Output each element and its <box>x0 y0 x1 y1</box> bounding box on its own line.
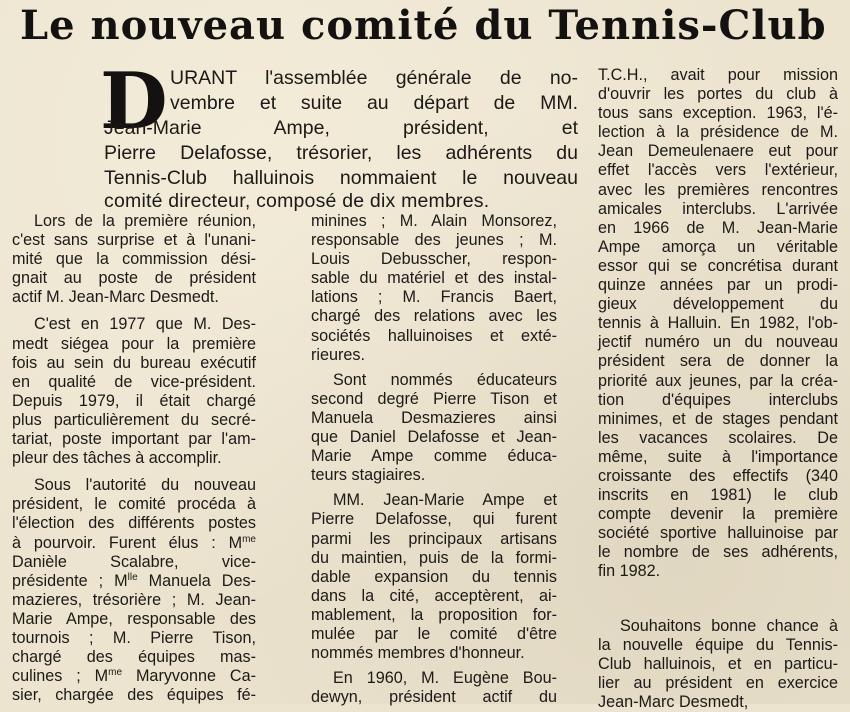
text-line: chargé des équipes mas- <box>12 648 256 667</box>
text-line: mulée par le comité d'être <box>311 624 557 643</box>
text-line: compte devenir la première <box>598 505 838 524</box>
text-line: la nouvelle équipe du Tennis- <box>598 635 838 654</box>
text-line: tennis à Halluin. En 1982, l'ob- <box>598 314 838 333</box>
text-line: Marie Ampe comme éduca- <box>311 447 557 466</box>
text-line: mazieres, trésorière ; M. Jean- <box>12 590 256 609</box>
text-line: sociétés halluinoises et exté- <box>311 326 557 345</box>
text-line: En 1960, M. Eugène Bou- <box>333 669 557 688</box>
text-line: d'ouvrir les portes du club à <box>598 85 838 104</box>
text-line: rieures. <box>311 345 365 364</box>
text-line: les vacances scolaires. De <box>598 428 838 447</box>
text-line: croissante des effectifs (340 <box>598 466 838 485</box>
text-line: minimes, et de stages pendant <box>598 409 838 428</box>
text-line: inscrits en 1981) le club <box>598 486 838 505</box>
text-line: président, le comité procéda à <box>12 495 256 514</box>
text-line: que Daniel Delafosse et Jean- <box>311 428 557 447</box>
text-line: C'est en 1977 que M. Des- <box>34 315 256 334</box>
text-line: même, suite à l'importance <box>598 447 838 466</box>
text-line: Ampe amorça un véritable <box>598 237 838 256</box>
text-line: effet l'accès vers l'extérieur, <box>598 161 838 180</box>
text-line: actif M. Jean-Marc Desmedt. <box>12 288 219 307</box>
text-line: amicales interclubs. L'arrivée <box>598 199 838 218</box>
lead-line: Jean-Marie Ampe, président, et <box>104 117 578 139</box>
text-line: sable du matériel et des instal- <box>311 269 557 288</box>
column-2 <box>311 212 557 707</box>
column-3 <box>598 66 838 712</box>
text-line: président sera de donner la <box>598 352 838 371</box>
lead-line: comité directeur, composé de dix membres. <box>104 190 490 212</box>
text-line: quinze années par un prodi- <box>598 276 838 295</box>
headline: Le nouveau comité du Tennis-Club <box>20 2 827 49</box>
text-line: mité que la commission dési- <box>12 250 256 269</box>
text-line: gieux développement du <box>598 295 838 314</box>
text-line: fin 1982. <box>598 562 661 581</box>
text-line: présidente ; $M^{lle}$ Manuela Des- <box>12 571 256 590</box>
text-line: second degré Pierre Tison et <box>311 389 557 408</box>
text-line: Souhaitons bonne chance à <box>620 616 838 635</box>
text-line: responsable des jeunes ; M. <box>311 231 557 250</box>
text-line: teurs stagiaires. <box>311 466 426 485</box>
text-line: dable expansion du tennis <box>311 567 557 586</box>
text-line: Jean-Marc Desmedt, <box>598 692 749 711</box>
text-line: lations ; M. Francis Baert, <box>311 288 557 307</box>
text-line: Lors de la première réunion, <box>34 212 256 230</box>
text-line: à pourvoir. Furent élus : $M^{me}$ <box>12 533 256 552</box>
lead-line: URANT l'assemblée générale de no- <box>170 67 578 89</box>
text-line: parmi les principaux artisans <box>311 529 557 548</box>
text-line: Pierre Delafosse, qui furent <box>311 510 557 529</box>
text-line: société sportive halluinoise par <box>598 524 838 543</box>
text-line: sier, chargée des équipes fé- <box>12 686 256 705</box>
text-line: Club halluinois, et en particu- <box>598 654 838 673</box>
column-1 <box>12 212 256 705</box>
text-line: avec les premières rencontres <box>598 180 838 199</box>
text-line: lection à la présidence de M. <box>598 123 838 142</box>
text-line: priorité aux jeunes, par la créa- <box>598 371 838 390</box>
text-line: Depuis 1979, il était chargé <box>12 391 256 410</box>
text-line: en qualité de vice-président. <box>12 372 256 391</box>
text-line: Sous l'autorité du nouveau <box>34 476 256 495</box>
text-line: lier au président en exercice <box>598 673 838 692</box>
text-line: mablement, la proposition for- <box>311 605 557 624</box>
text-line: Sont nommés éducateurs <box>333 370 557 389</box>
lead-line: vembre et suite au départ de MM. <box>170 92 578 114</box>
text-line: du maintien, puis de la formi- <box>311 548 557 567</box>
text-line: l'élection des différents postes <box>12 514 256 533</box>
text-line: chargé des relations avec les <box>311 307 557 326</box>
text-line: nommés membres d'honneur. <box>311 644 525 663</box>
text-line: c'est sans surprise et à l'unani- <box>12 231 256 250</box>
text-line: tournois ; M. Pierre Tison, <box>12 628 256 647</box>
text-line: Manuela Desmazieres ainsi <box>311 408 557 427</box>
text-line: tion d'équipes interclubs <box>598 390 838 409</box>
text-line: MM. Jean-Marie Ampe et <box>333 491 557 510</box>
text-line: tariat, poste important par l'am- <box>12 430 256 449</box>
text-line: jectif numéro un du nouveau <box>598 333 838 352</box>
text-line: fois au sein du bureau exécutif <box>12 353 256 372</box>
text-line: gnait au poste de président <box>12 269 256 288</box>
text-line: plus particulièrement du secré- <box>12 410 256 429</box>
text-line: pleur des tâches à accomplir. <box>12 449 222 468</box>
text-line: le nombre de ses adhérents, <box>598 543 838 562</box>
text-line: en 1966 de M. Jean-Marie <box>598 218 838 237</box>
text-line: tous sans exception. 1963, l'é- <box>598 104 838 123</box>
text-line: dans la cité, acceptèrent, ai- <box>311 586 557 605</box>
lead-line: Tennis-Club halluinois nommaient le nouveau <box>104 167 578 189</box>
text-line: T.C.H., avait pour mission <box>598 66 838 84</box>
text-line: Louis Debusscher, respon- <box>311 250 557 269</box>
text-line: minines ; M. Alain Monsorez, <box>311 212 557 230</box>
text-line: Marie Ampe, responsable des <box>12 609 256 628</box>
text-line: Danièle Scalabre, vice- <box>12 552 256 571</box>
text-line: medt siégea pour la première <box>12 334 256 353</box>
text-line: culines ; $M^{me}$ Maryvonne Ca- <box>12 667 256 686</box>
text-line: Jean Demeulenaere eut pour <box>598 142 838 161</box>
lead-line: Pierre Delafosse, trésorier, les adhérents du <box>104 142 578 164</box>
text-line: essor qui se concrétisa durant <box>598 256 838 275</box>
drop-cap: D <box>100 56 168 147</box>
text-line: dewyn, président actif du <box>311 688 557 707</box>
